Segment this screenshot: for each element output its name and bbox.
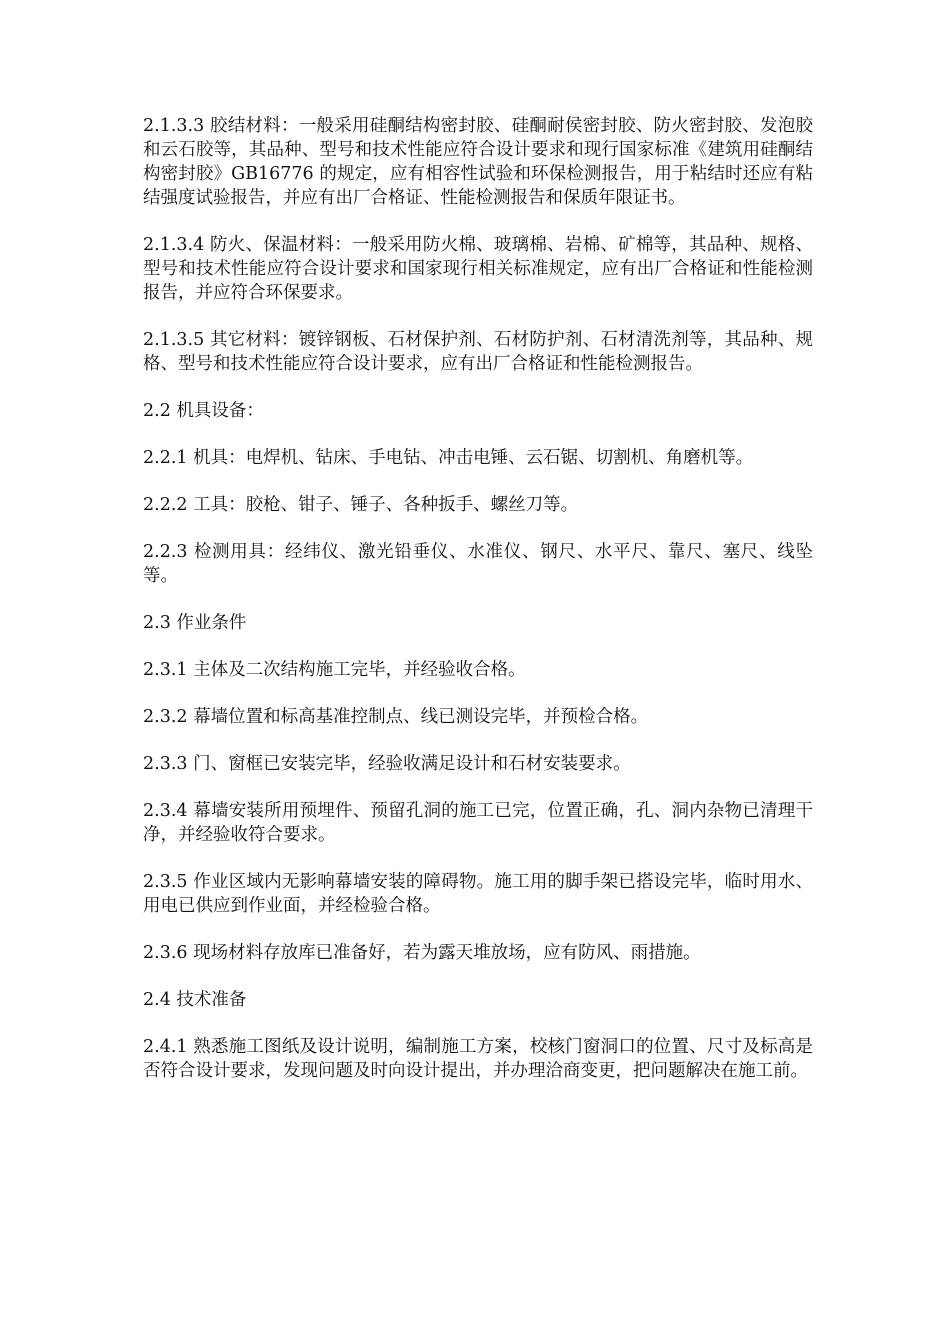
heading-2-3: 2.3 作业条件 bbox=[143, 613, 247, 633]
paragraph-2-3-6: 2.3.6 现场材料存放库已准备好，若为露天堆放场，应有防风、雨措施。 bbox=[143, 943, 701, 963]
paragraph-2-2-1: 2.2.1 机具：电焊机、钻床、手电钻、冲击电锤、云石锯、切割机、角磨机等。 bbox=[143, 448, 754, 468]
paragraph-2-1-3-4: 2.1.3.4 防火、保温材料：一般采用防火棉、玻璃棉、岩棉、矿棉等，其品种、规格、型号和技术性能应符合设计要求和国家现行相关标准规定，应有出厂合格证和性能检测报告，并应符合环保要求。 bbox=[143, 235, 813, 303]
paragraph-2-1-3-5: 2.1.3.5 其它材料：镀锌钢板、石材保护剂、石材防护剂、石材清洗剂等，其品种、规格、型号和技术性能应符合设计要求，应有出厂合格证和性能检测报告。 bbox=[143, 330, 813, 374]
document-page bbox=[143, 114, 813, 1106]
paragraph-2-3-4: 2.3.4 幕墙安装所用预埋件、预留孔洞的施工已完，位置正确，孔、洞内杂物已清理干净，并经验收符合要求。 bbox=[143, 801, 813, 845]
heading-2-2: 2.2 机具设备： bbox=[143, 401, 264, 421]
paragraph-2-3-3: 2.3.3 门、窗框已安装完毕，经验收满足设计和石材安装要求。 bbox=[143, 754, 631, 774]
paragraph-2-3-1: 2.3.1 主体及二次结构施工完毕，并经验收合格。 bbox=[143, 660, 526, 680]
paragraph-2-2-2: 2.2.2 工具：胶枪、钳子、锤子、各种扳手、螺丝刀等。 bbox=[143, 495, 579, 515]
paragraph-2-3-5: 2.3.5 作业区域内无影响幕墙安装的障碍物。施工用的脚手架已搭设完毕，临时用水、用电已供应到作业面，并经检验合格。 bbox=[143, 872, 813, 916]
heading-2-4: 2.4 技术准备 bbox=[143, 990, 247, 1010]
paragraph-2-2-3: 2.2.3 检测用具：经纬仪、激光铅垂仪、水准仪、钢尺、水平尺、靠尺、塞尺、线坠等。 bbox=[143, 542, 813, 586]
paragraph-2-1-3-3: 2.1.3.3 胶结材料：一般采用硅酮结构密封胶、硅酮耐侯密封胶、防火密封胶、发泡胶和云石胶等，其品种、型号和技术性能应符合设计要求和现行国家标准《建筑用硅酮结构密封胶》GB16776 的规定，应有相容性试验和环保检测报告，用于粘结时还应有粘结强度试验报告，并应有出厂合格证、性能检测报告和保质年限证书。 bbox=[143, 116, 813, 208]
paragraph-2-4-1: 2.4.1 熟悉施工图纸及设计说明，编制施工方案，校核门窗洞口的位置、尺寸及标高是否符合设计要求，发现问题及时向设计提出，并办理洽商变更，把问题解决在施工前。 bbox=[143, 1037, 813, 1081]
paragraph-2-3-2: 2.3.2 幕墙位置和标高基准控制点、线已测设完毕，并预检合格。 bbox=[143, 707, 649, 727]
